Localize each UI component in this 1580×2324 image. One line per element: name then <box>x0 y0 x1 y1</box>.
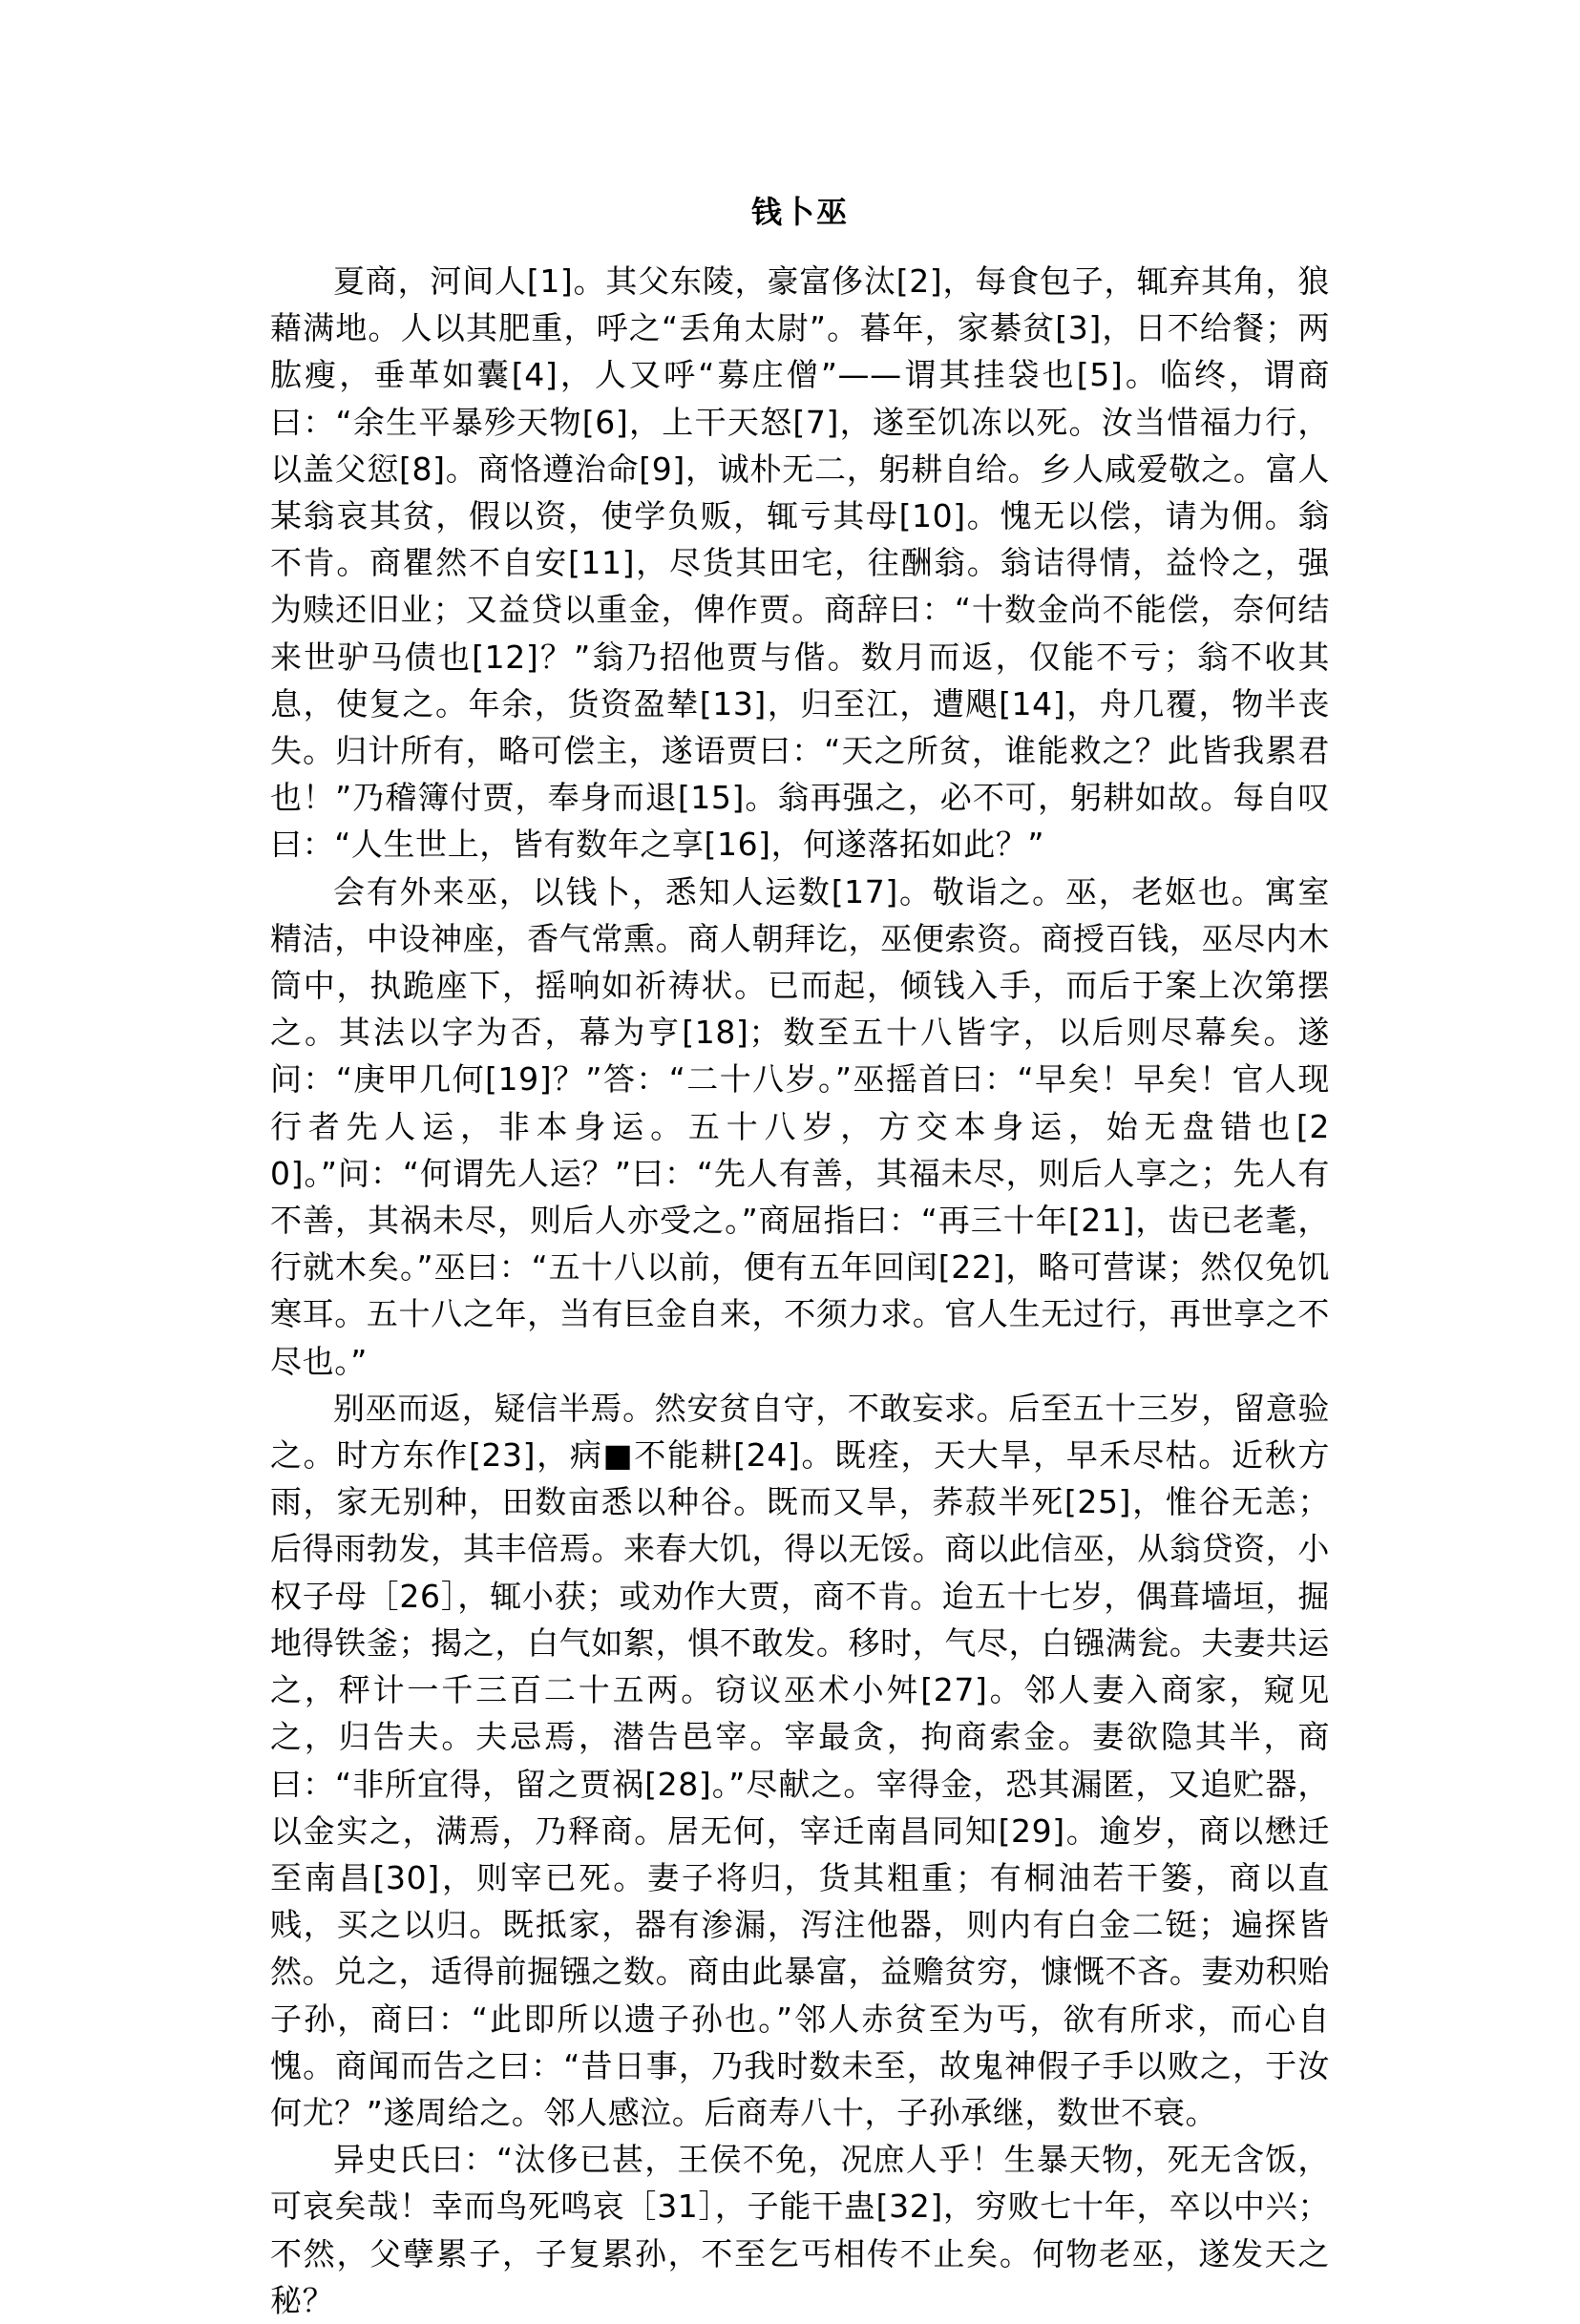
paragraph-3: 别巫而返，疑信半焉。然安贫自守，不敢妄求。后至五十三岁，留意验之。时方东作[23]，病■不能耕[24]。既痊，天大旱，早禾尽枯。近秋方雨，家无别种，田数亩悉以种谷。既而又旱，荞菽半死[25]，惟谷无恙；后得雨勃发，其丰倍焉。来春大饥，得以无馁。商以此信巫，从翁贷资，小权子母［26］，辄小获；或劝作大贾，商不肯。迨五十七岁，偶葺墙垣，掘地得铁釜；揭之，白气如絮，惧不敢发。移时，气尽，白镪满瓮。夫妻共运之，秤计一千三百二十五两。窃议巫术小舛[27]。邻人妻入商家，窥见之，归告夫。夫忌焉，潜告邑宰。宰最贪，拘商索金。妻欲隐其半，商曰：“非所宜得，留之贾祸[28]。”尽献之。宰得金，恐其漏匿，又追贮器，以金实之，满焉，乃释商。居无何，宰迁南昌同知[29]。逾岁，商以懋迁至南昌[30]，则宰已死。妻子将归，货其粗重；有桐油若干篓，商以直贱，买之以归。既抵家，器有渗漏，泻注他器，则内有白金二铤；遍探皆然。兑之，适得前掘镪之数。商由此暴富，益赡贫穷，慷慨不吝。妻劝积贻子孙，商曰：“此即所以遗子孙也。”邻人赤贫至为丐，欲有所求，而心自愧。商闻而告之曰：“昔日事，乃我时数未至，故鬼神假子手以败之，于汝何尤？”遂周给之。邻人感泣。后商寿八十，子孙承继，数世不衰。 <box>270 1389 1330 2131</box>
document-page <box>270 191 1330 2324</box>
paragraph-2: 会有外来巫，以钱卜，悉知人运数[17]。敬诣之。巫，老妪也。寓室精洁，中设神座，香气常熏。商人朝拜讫，巫便索资。商授百钱，巫尽内木筒中，执跪座下，摇响如祈祷状。已而起，倾钱入手，而后于案上次第摆之。其法以字为否，幕为亨[18]；数至五十八皆字，以后则尽幕矣。遂问：“庚甲几何[19]？”答：“二十八岁。”巫摇首曰：“早矣！早矣！官人现行者先人运，非本身运。五十八岁，方交本身运，始无盘错也[20]。”问：“何谓先人运？”曰：“先人有善，其福未尽，则后人享之；先人有不善，其祸未尽，则后人亦受之。”商屈指曰：“再三十年[21]，齿已老耄，行就木矣。”巫曰：“五十八以前，便有五年回闰[22]，略可营谋；然仅免饥寒耳。五十八之年，当有巨金自来，不须力求。官人生无过行，再世享之不尽也。” <box>270 872 1330 1380</box>
document-title: 钱卜巫 <box>750 194 849 230</box>
paragraph-4: 异史氏曰：“汰侈已甚，王侯不免，况庶人乎！生暴天物，死无含饭，可哀矣哉！幸而鸟死鸣哀［31］，子能干蛊[32]，穷败七十年，卒以中兴；不然，父孽累子，子复累孙，不至乞丐相传不止矣。何物老巫，遂发天之秘？ <box>270 2141 1330 2319</box>
paragraph-1: 夏商，河间人[1]。其父东陵，豪富侈汰[2]，每食包子，辄弃其角，狼藉满地。人以其肥重，呼之“丢角太尉”。暮年，家綦贫[3]，日不给餐；两肱瘦，垂革如囊[4]，人又呼“募庄僧”——谓其挂袋也[5]。临终，谓商曰：“余生平暴殄天物[6]，上干天怒[7]，遂至饥冻以死。汝当惜福力行，以盖父愆[8]。商恪遵治命[9]，诚朴无二，躬耕自给。乡人咸爱敬之。富人某翁哀其贫，假以资，使学负贩，辄亏其母[10]。愧无以偿，请为佣。翁不肯。商瞿然不自安[11]，尽货其田宅，往酬翁。翁诘得情，益怜之，强为赎还旧业；又益贷以重金，俾作贾。商辞曰：“十数金尚不能偿，奈何结来世驴马债也[12]？”翁乃招他贾与偕。数月而返，仅能不亏；翁不收其息，使复之。年余，货资盈辇[13]，归至江，遭飓[14]，舟几覆，物半丧失。归计所有，略可偿主，遂语贾曰：“天之所贫，谁能救之？此皆我累君也！”乃稽簿付贾，奉身而退[15]。翁再强之，必不可，躬耕如故。每自叹曰：“人生世上，皆有数年之享[16]，何遂落拓如此？” <box>270 262 1330 864</box>
